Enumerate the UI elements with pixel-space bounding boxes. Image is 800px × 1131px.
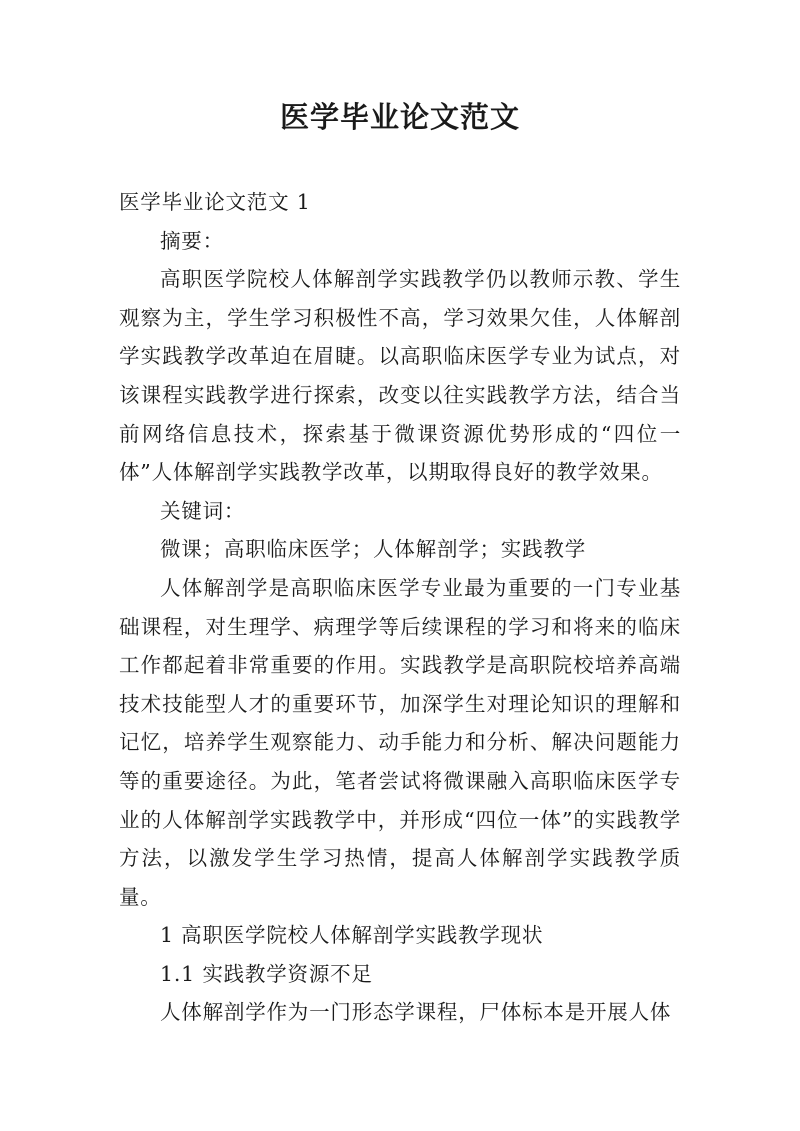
abstract-paragraph: 高职医学院校人体解剖学实践教学仍以教师示教、学生观察为主，学生学习积极性不高，学习效果欠佳，人体解剖学实践教学改革迫在眉睫。以高职临床医学专业为试点，对该课程实践教学进行探索，改变以往实践教学方法，结合当前网络信息技术，探索基于微课资源优势形成的“四位一体”人体解剖学实践教学改革，以期取得良好的教学效果。 [119,267,681,485]
intro-paragraph: 人体解剖学是高职临床医学专业最为重要的一门专业基础课程，对生理学、病理学等后续课程的学习和将来的临床工作都起着非常重要的作用。实践教学是高职院校培养高端技术技能型人才的重要环节，加深学生对理论知识的理解和记忆，培养学生观察能力、动手能力和分析、解决问题能力等的重要途径。为此，笔者尝试将微课融入高职临床医学专业的人体解剖学实践教学中，并形成“四位一体”的实践教学方法，以激发学生学习热情，提高人体解剖学实践教学质量。 [119,575,681,909]
subsection-heading: 1.1 实践教学资源不足 [160,961,373,986]
keywords-list: 微课；高职临床医学；人体解剖学；实践教学 [160,537,586,562]
body-paragraph: 人体解剖学作为一门形态学课程，尸体标本是开展人体 [160,1000,672,1025]
document-body [119,183,681,1032]
abstract-label: 摘要： [160,228,224,253]
section-heading: 1 高职医学院校人体解剖学实践教学现状 [160,923,544,948]
keywords-label: 关键词： [160,498,246,523]
article-subtitle: 医学毕业论文范文 1 [119,190,311,214]
document-title: 医学毕业论文范文 [279,100,520,134]
